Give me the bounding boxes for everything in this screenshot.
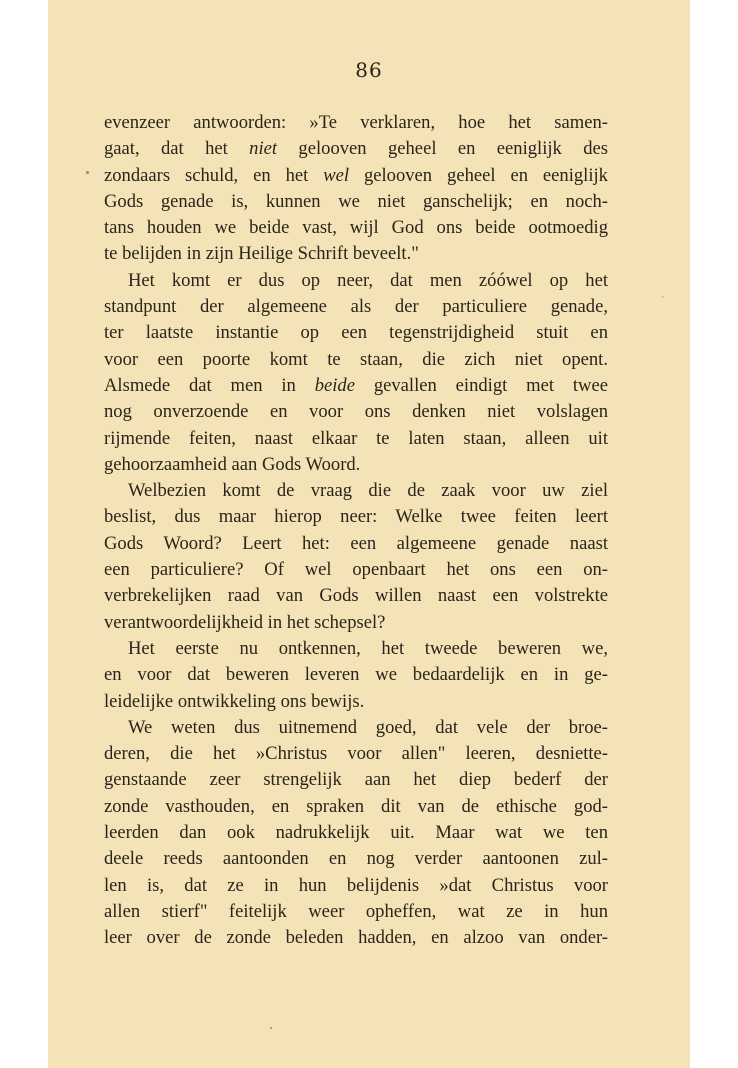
text-line: verantwoordelijkheid in het schepsel? xyxy=(104,611,386,633)
paper-speck xyxy=(270,1027,272,1029)
text-line: len is, dat ze in hun belijdenis »dat Christus voor xyxy=(104,874,608,896)
text-line: Welbezien komt de vraag die de zaak voor uw ziel xyxy=(128,480,608,502)
body-text xyxy=(104,110,608,952)
text-line: verbrekelijken raad van Gods willen naast een volstrekte xyxy=(104,585,608,607)
text-line: Gods genade is, kunnen we niet ganschelijk; en noch- xyxy=(104,190,608,212)
text-line: Gods Woord? Leert het: een algemeene genade naast xyxy=(104,532,608,554)
text-line: voor een poorte komt te staan, die zich niet opent. xyxy=(104,348,608,370)
text-line: leerden dan ook nadrukkelijk uit. Maar wat we ten xyxy=(104,822,608,844)
text-line: deele reeds aantoonden en nog verder aantoonen zul- xyxy=(104,848,608,870)
text-line: standpunt der algemeene als der particuliere genade, xyxy=(104,296,608,318)
text-line: evenzeer antwoorden: »Te verklaren, hoe het samen- xyxy=(104,112,608,133)
text-line: leidelijke ontwikkeling ons bewijs. xyxy=(104,690,365,712)
text-line: Het komt er dus op neer, dat men zóówel op het xyxy=(128,269,608,291)
text-line: leer over de zonde beleden hadden, en alzoo van onder- xyxy=(104,927,608,949)
text-line: gehoorzaamheid aan Gods Woord. xyxy=(104,453,361,475)
text-line: zonde vasthouden, en spraken dit van de ethische god- xyxy=(104,795,608,817)
text-line: beslist, dus maar hierop neer: Welke twee feiten leert xyxy=(104,506,608,528)
page-number: 86 xyxy=(355,58,383,82)
text-line: een particuliere? Of wel openbaart het ons een on- xyxy=(104,559,608,581)
text-line: Het eerste nu ontkennen, het tweede beweren we, xyxy=(128,637,608,659)
text-line: nog onverzoende en voor ons denken niet volslagen xyxy=(104,401,608,423)
text-line: en voor dat beweren leveren we bedaardelijk en in ge- xyxy=(104,664,608,686)
text-line: genstaande zeer strengelijk aan het diep bederf der xyxy=(104,769,608,791)
text-line: gaat, dat het niet gelooven geheel en eeniglijk des xyxy=(104,138,608,160)
margin-mark xyxy=(86,171,89,174)
paper-speck xyxy=(662,296,664,298)
book-page xyxy=(48,0,690,1068)
text-line: rijmende feiten, naast elkaar te laten staan, alleen uit xyxy=(104,427,608,449)
text-line: ter laatste instantie op een tegenstrijdigheid stuit en xyxy=(104,322,608,344)
text-line: Alsmede dat men in beide gevallen eindigt met twee xyxy=(104,374,608,396)
text-line: allen stierf" feitelijk weer opheffen, wat ze in hun xyxy=(104,900,608,922)
text-line: We weten dus uitnemend goed, dat vele der broe- xyxy=(128,716,608,738)
text-line: zondaars schuld, en het wel gelooven geheel en eeniglijk xyxy=(104,164,608,186)
text-line: te belijden in zijn Heilige Schrift beveelt." xyxy=(104,243,419,265)
text-line: tans houden we beide vast, wijl God ons beide ootmoedig xyxy=(104,217,608,239)
text-line: deren, die het »Christus voor allen" leeren, desniette- xyxy=(104,743,608,765)
